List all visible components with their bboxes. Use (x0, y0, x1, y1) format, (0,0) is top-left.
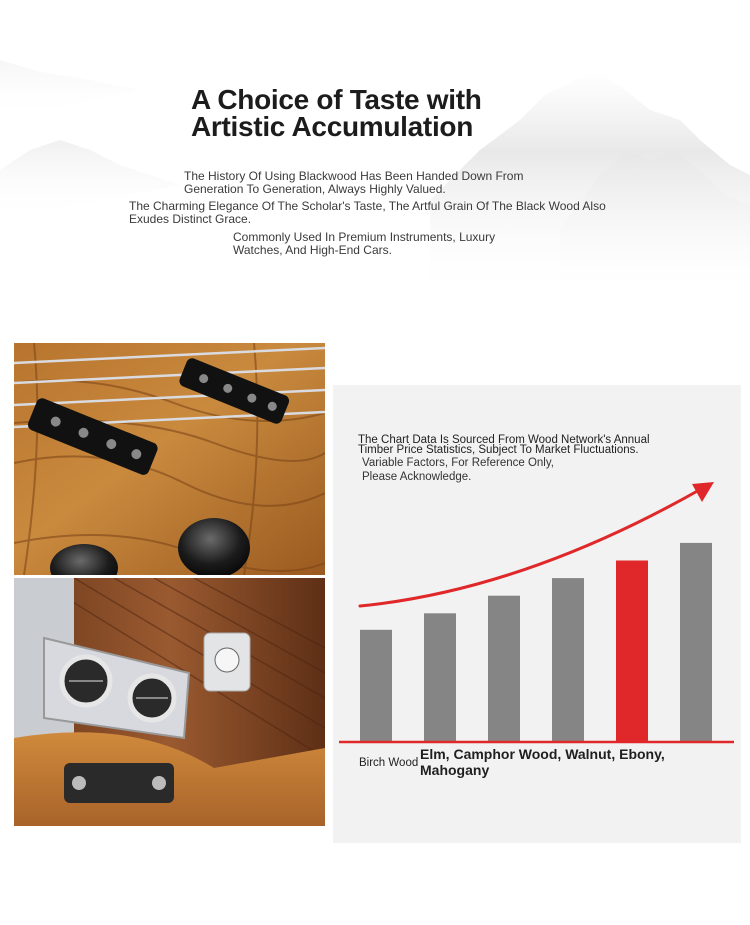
x-label-other-woods: Elm, Camphor Wood, Walnut, Ebony, Mahogany (420, 746, 665, 778)
x-label-birch: Birch Wood (359, 757, 419, 769)
intro-p2-line2: Exudes Distinct Grace. (129, 212, 252, 226)
bar-4 (552, 578, 584, 742)
page-title (191, 86, 482, 140)
title-line-1: A Choice of Taste with (191, 84, 482, 115)
intro-p1-line1: The History Of Using Blackwood Has Been Handed Down From (184, 169, 524, 183)
intro-p1-line2: Generation To Generation, Always Highly Valued. (184, 182, 446, 196)
bar-1 (360, 630, 392, 742)
bar-6 (680, 543, 712, 742)
bar-3 (488, 596, 520, 742)
car-interior-photo (14, 578, 325, 826)
intro-p2-line1: The Charming Elegance Of The Scholar's Taste, The Artful Grain Of The Black Wood Also (129, 199, 606, 213)
chart-note-line4: Please Acknowledge. (362, 471, 472, 483)
bass-guitar-photo (14, 343, 325, 575)
title-line-2: Artistic Accumulation (191, 111, 474, 142)
intro-paragraph-history (184, 170, 523, 196)
intro-p3-line2: Watches, And High-End Cars. (233, 243, 392, 257)
chart-note-line1: The Chart Data Is Sourced From Wood Network's Annual (358, 434, 650, 446)
trend-arrow-line (360, 489, 701, 606)
price-chart-panel (333, 385, 741, 843)
ink-mountain-background (0, 0, 750, 330)
chart-note-line2: Timber Price Statistics, Subject To Market Fluctuations. (358, 444, 639, 456)
intro-paragraph-elegance (129, 200, 606, 226)
intro-p3-line1: Commonly Used In Premium Instruments, Luxury (233, 230, 496, 244)
chart-note-line3: Variable Factors, For Reference Only, (362, 457, 554, 469)
bar-5 (616, 561, 648, 743)
intro-paragraph-uses (233, 231, 495, 257)
bar-2 (424, 613, 456, 742)
